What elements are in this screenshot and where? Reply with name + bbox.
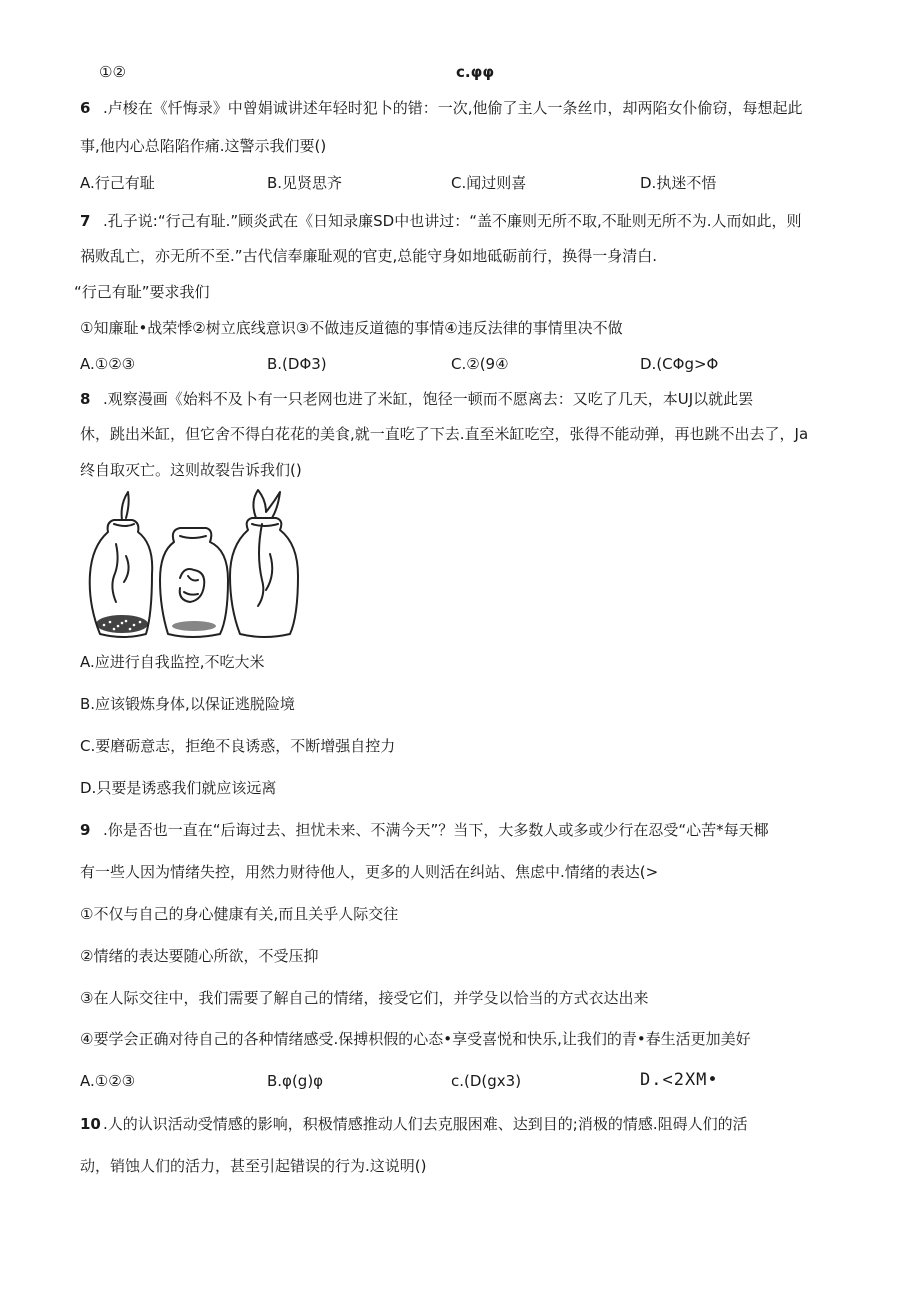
q9-stem-line2: 有一些人因为情绪失控，用然力财待他人，更多的人则活在纠站、焦虑中.情绪的表达(> (80, 863, 659, 881)
q8-option-d: D.只要是诱惑我们就应该远离 (80, 779, 277, 797)
q7-option-c: C.②(9④ (451, 355, 509, 373)
q9-number: 9 (80, 821, 91, 839)
q7-stem-line2: 祸败乱亡，亦无所不至.”古代信奉廉耻观的官吏,总能守身如地砥砺前行，换得一身清白. (80, 247, 658, 265)
q9-statement-3: ③在人际交往中，我们需要了解自己的情绪，接受它们，并学殳以恰当的方式衣达出来 (80, 989, 649, 1007)
q8-option-b: B.应该锻炼身体,以保证逃脱险境 (80, 695, 295, 713)
q9-option-d: D.<2XM• (640, 1070, 719, 1090)
q10-stem-line2: 动，销蚀人们的活力，甚至引起错误的行为.这说明() (80, 1157, 427, 1175)
q10-number: 10 (80, 1115, 101, 1133)
q9-statement-2: ②情绪的表达要随心所欲，不受压抑 (80, 947, 319, 965)
q8-stem-line3: 终自取灭亡。这则故裂告诉我们() (80, 461, 302, 479)
q7-number: 7 (80, 212, 91, 230)
q6-option-c: C.闻过则喜 (451, 174, 527, 192)
q7-option-d: D.(CΦg>Φ (640, 355, 719, 373)
q7-stem-line3: “行己有耻”要求我们 (74, 283, 210, 301)
q9-statement-1: ①不仅与自己的身心健康有关,而且关乎人际交往 (80, 905, 399, 923)
q6-number: 6 (80, 99, 91, 117)
q9-statement-4: ④要学会正确对待自己的各种情绪感受.保搏枳假的心态•享受喜悦和快乐,让我们的青•春生活更加美好 (80, 1030, 751, 1048)
q9-stem-line1: .你是否也一直在“后诲过去、担忧未来、不满今天”？当下，大多数人或多或少行在忍受“心苦*每天椰 (103, 821, 769, 839)
prev-option-left: ①② (99, 63, 126, 81)
q10-stem-line1: .人的认识活动受情感的影响，积极情感推动人们去克服困难、达到目的;消极的情感.阻碍人们的活 (103, 1115, 748, 1133)
q7-statements: ①知廉耻•战荣悸②树立底线意识③不做违反道德的事情④违反法律的事情里决不做 (80, 319, 623, 337)
q9-option-c: c.(D(gx3) (451, 1072, 522, 1090)
q6-stem-line2: 事,他内心总陷陷作痛.这警示我们要() (80, 137, 327, 155)
q8-option-c: C.要磨砺意志，拒绝不良诱惑，不断增强自控力 (80, 737, 396, 755)
cartoon-three-jars-illustration (80, 484, 312, 646)
q8-number: 8 (80, 390, 91, 408)
q7-option-a: A.①②③ (80, 355, 136, 373)
q6-option-b: B.见贤思齐 (267, 174, 343, 192)
q6-option-a: A.行己有耻 (80, 174, 155, 192)
q9-option-b: B.φ(g)φ (267, 1072, 324, 1090)
q8-option-a: A.应进行自我监控,不吃大米 (80, 653, 265, 671)
prev-option-right: c.φφ (456, 63, 495, 81)
q6-stem-line1: .卢梭在《忏悔录》中曾娟诚讲述年轻时犯卜的错：一次,他偷了主人一条丝巾，却两陷女仆偷窃，每想起此 (103, 99, 803, 117)
q8-stem-line2: 休，跳出米缸，但它舍不得白花花的美食,就一直吃了下去.直至米缸吃空，张得不能动弹，再也跳不出去了，Ja (80, 425, 809, 443)
q6-option-d: D.执迷不悟 (640, 174, 717, 192)
q7-stem-line1: .孔子说:“行己有耻.”顾炎武在《日知录廉SD中也讲过：“盖不廉则无所不取,不耻则无所不为.人而如此，则 (103, 212, 802, 230)
q7-option-b: B.(DΦ3) (267, 355, 327, 373)
q8-stem-line1: .观察漫画《始料不及卜有一只老网也进了米缸，饱径一顿而不愿离去：又吃了几天，本UJ以就此罢 (103, 390, 754, 408)
q9-option-a: A.①②③ (80, 1072, 136, 1090)
